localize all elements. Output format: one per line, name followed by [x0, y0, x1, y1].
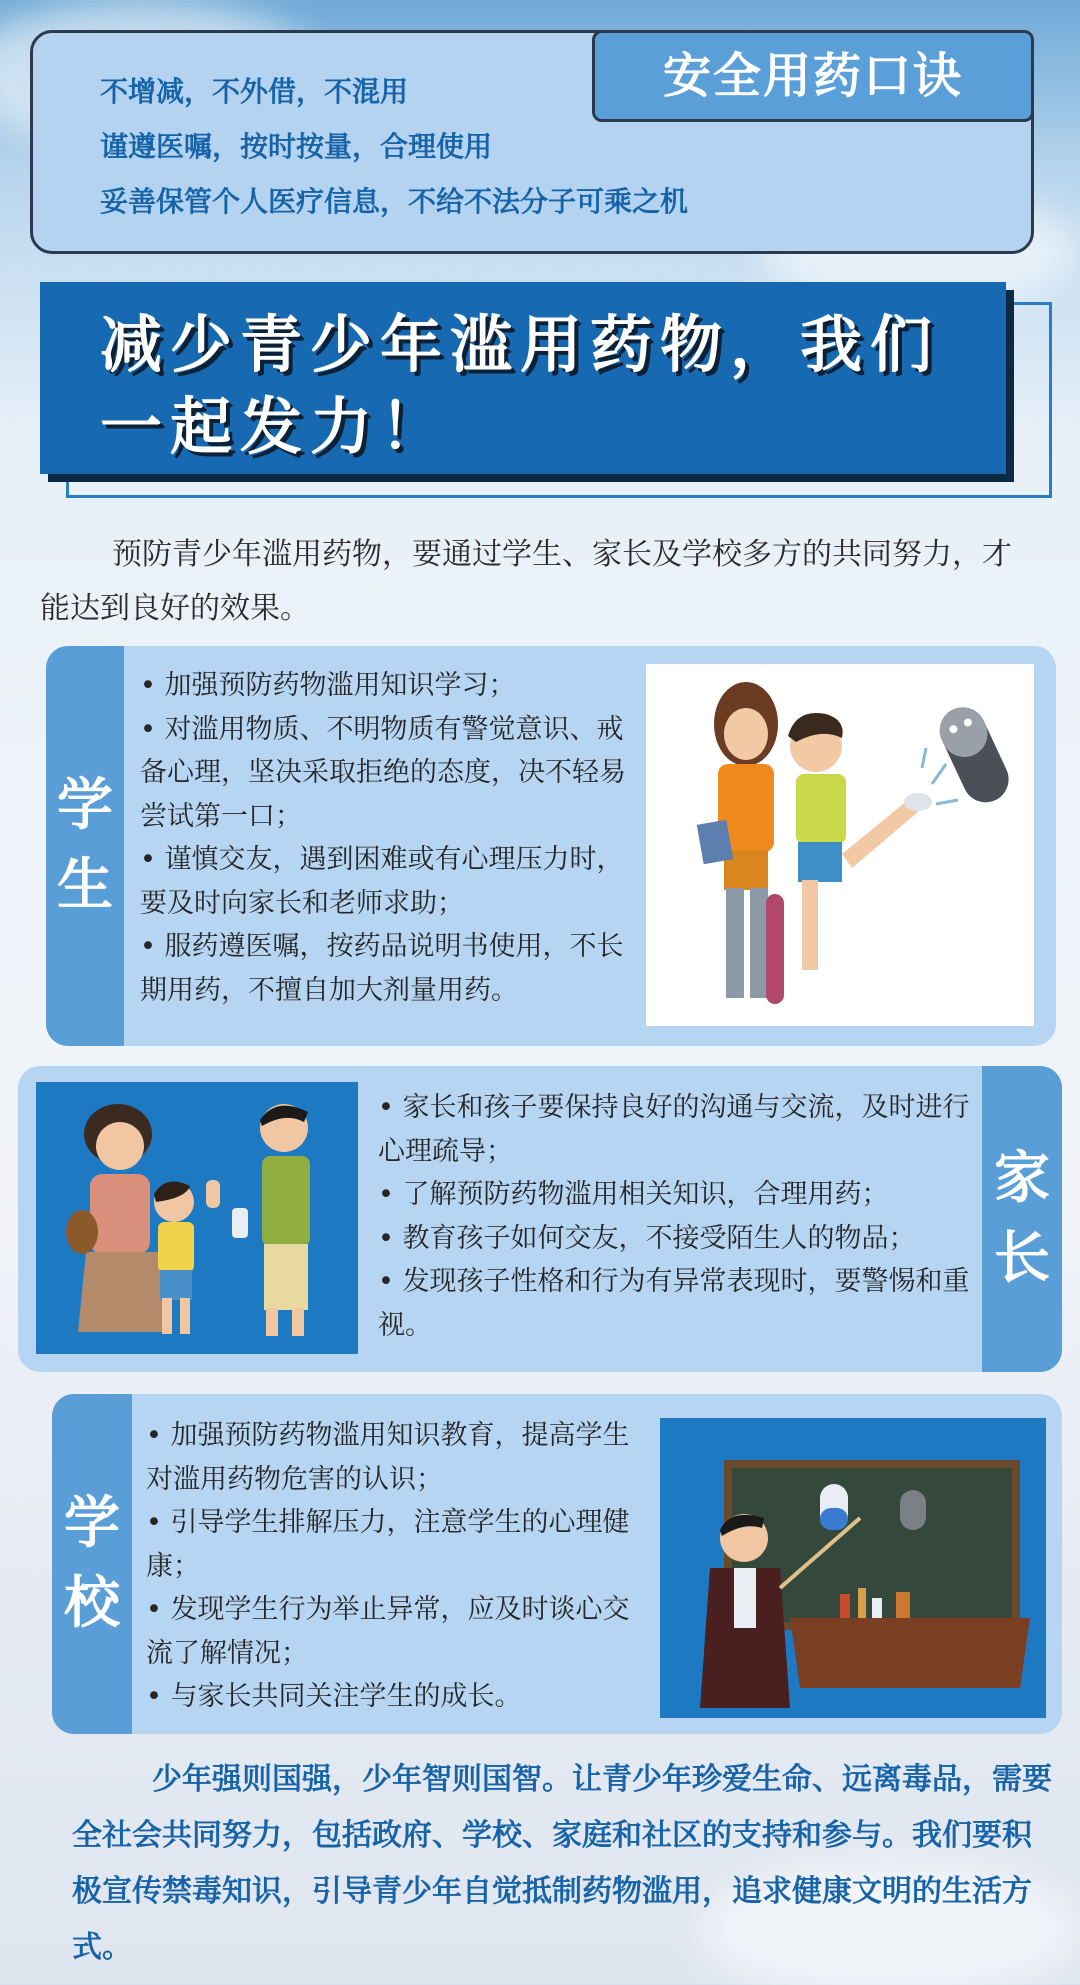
parent-tab-char-1: 家	[994, 1146, 1050, 1211]
parent-tab-char-2: 长	[994, 1226, 1050, 1291]
family-talking-icon	[36, 1082, 358, 1354]
intro-paragraph: 预防青少年滥用药物，要通过学生、家长及学校多方的共同努力，才能达到良好的效果。	[40, 537, 1012, 626]
parent-bullet: • 了解预防药物滥用相关知识，合理用药；	[378, 1179, 889, 1210]
school-bullet: • 与家长共同关注学生的成长。	[146, 1681, 522, 1712]
closing-paragraph: 少年强则国强，少年智则国智。让青少年珍爱生命、远离毒品，需要全社会共同努力，包括政府、学校、家庭和社区的支持和参与。我们要积极宣传禁毒知识，引导青少年自觉抵制药物滥用，追求健康文明的生活方式。	[72, 1762, 1052, 1965]
student-tab	[46, 646, 124, 1046]
school-bullet: • 加强预防药物滥用知识教育，提高学生对滥用药物危害的认识；	[146, 1420, 630, 1495]
student-bullet: • 谨慎交友，遇到困难或有心理压力时，要及时向家长和老师求助；	[140, 844, 624, 919]
school-tab-char-1: 学	[64, 1491, 120, 1556]
school-tab	[52, 1394, 132, 1734]
student-bullet: • 加强预防药物滥用知识学习；	[140, 670, 516, 701]
slogan-title: 安全用药口诀	[592, 30, 1034, 122]
student-bullet-list	[140, 664, 640, 1012]
parent-bullet-list	[378, 1086, 978, 1347]
school-illustration	[660, 1418, 1046, 1718]
school-bullet-list	[146, 1414, 656, 1719]
headline-line-2: 一起发力！	[100, 390, 451, 463]
teacher-blackboard-icon	[660, 1418, 1046, 1718]
headline-text	[100, 304, 980, 468]
parent-bullet: • 家长和孩子要保持良好的沟通与交流，及时进行心理疏导；	[378, 1092, 970, 1167]
parent-bullet: • 教育孩子如何交友，不接受陌生人的物品；	[378, 1222, 916, 1254]
school-bullet: • 引导学生排解压力，注意学生的心理健康；	[146, 1507, 630, 1582]
student-tab-char-1: 学	[57, 773, 113, 838]
parent-illustration	[36, 1082, 358, 1354]
headline-line-1: 减少青少年滥用药物，我们	[100, 308, 941, 381]
school-bullet: • 发现学生行为举止异常，应及时谈心交流了解情况；	[146, 1594, 630, 1669]
headline-banner	[40, 282, 1006, 474]
student-bullet: • 服药遵医嘱，按药品说明书使用，不长期用药，不擅自加大剂量用药。	[140, 931, 624, 1006]
slogan-line-1: 不增减，不外借，不混用	[100, 75, 409, 108]
student-tab-char-2: 生	[57, 853, 113, 918]
school-tab-char-2: 校	[64, 1571, 120, 1636]
student-bullet: • 对滥用物质、不明物质有警觉意识、戒备心理，坚决采取拒绝的态度，决不轻易尝试第一口；	[140, 713, 626, 832]
slogan-line-3: 妥善保管个人医疗信息，不给不法分子可乘之机	[100, 185, 689, 218]
student-illustration	[646, 664, 1034, 1026]
slogan-line-2: 谨遵医嘱，按时按量，合理使用	[100, 130, 493, 163]
parent-tab	[982, 1066, 1062, 1372]
students-kicking-pill-icon	[646, 664, 1034, 1026]
parent-bullet: • 发现孩子性格和行为有异常表现时，要警惕和重视。	[378, 1266, 970, 1341]
